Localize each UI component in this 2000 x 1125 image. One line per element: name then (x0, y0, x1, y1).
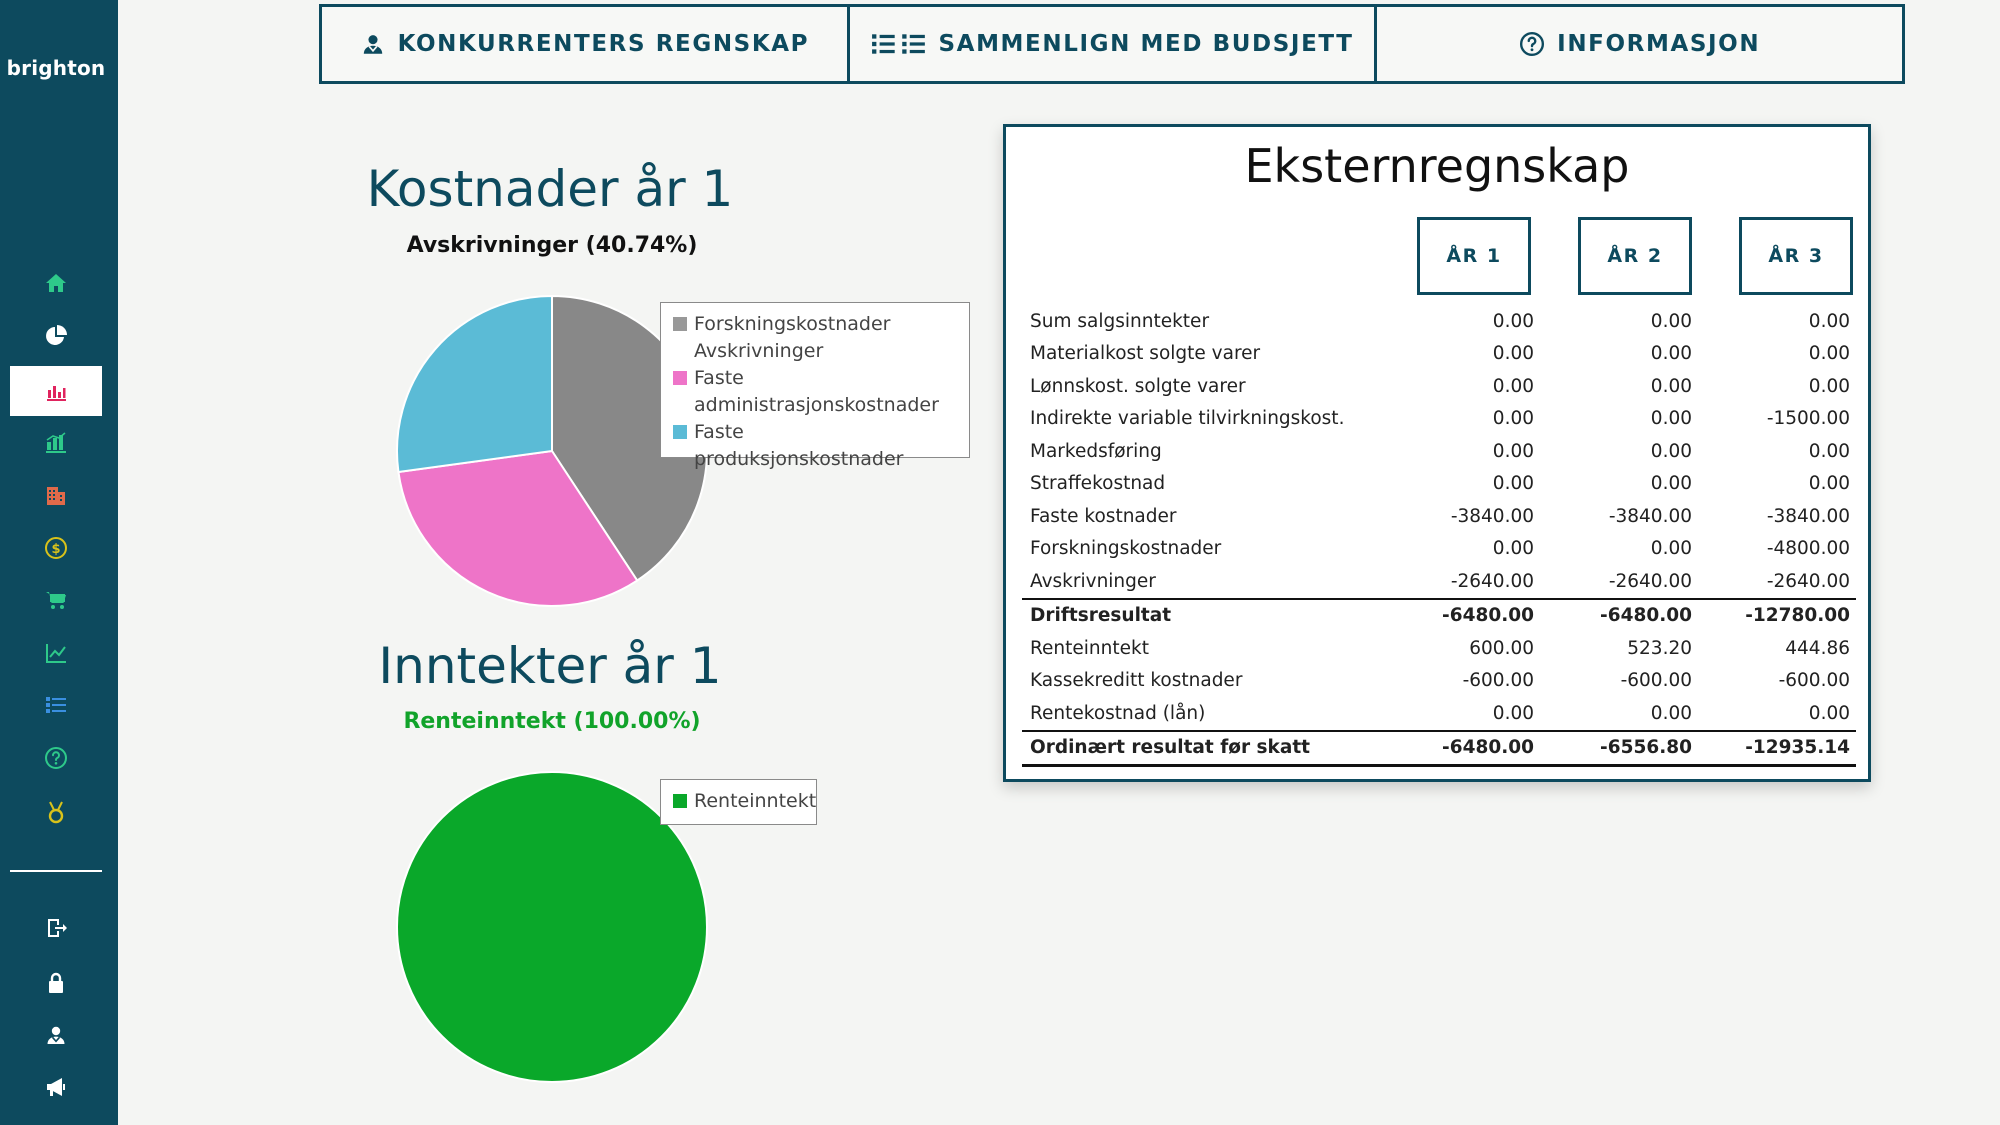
column-chart-icon (44, 431, 68, 455)
row-label: Renteinntekt (1030, 637, 1149, 659)
cell-year-3: 0.00 (1808, 440, 1850, 462)
row-label: Indirekte variable tilvirkningskost. (1030, 408, 1345, 430)
cell-year-3: -12780.00 (1698, 599, 1856, 633)
cell-year-3: -2640.00 (1766, 570, 1850, 592)
tab-informasjon[interactable] (1377, 7, 1902, 81)
year-2-button[interactable]: ÅR 2 (1578, 217, 1692, 295)
tab-label: INFORMASJON (1557, 31, 1761, 57)
row-label: Kassekreditt kostnader (1030, 670, 1243, 692)
brand-logo[interactable]: brighton (6, 56, 106, 80)
legend-swatch (673, 344, 687, 358)
legend-swatch (673, 317, 687, 331)
cell-year-1: 0.00 (1492, 310, 1534, 332)
medal-icon (44, 800, 68, 824)
table-row (1022, 599, 1856, 633)
legend-entry[interactable] (673, 365, 957, 419)
legend-swatch (673, 425, 687, 439)
sidebar-item-building[interactable] (10, 470, 102, 520)
sidebar-item-lock[interactable] (10, 958, 102, 1008)
cell-year-1: 0.00 (1492, 440, 1534, 462)
panel-title: Eksternregnskap (1244, 139, 1630, 193)
row-label: Ordinært resultat før skatt (1022, 731, 1382, 766)
cell-year-2: 0.00 (1650, 473, 1692, 495)
legend-label: Avskrivninger (694, 340, 824, 362)
sidebar-item-cart[interactable] (10, 575, 102, 625)
cell-year-2: 0.00 (1650, 343, 1692, 365)
table-row (1022, 697, 1856, 731)
table-row (1022, 632, 1856, 665)
sidebar-item-bar-chart[interactable] (10, 366, 102, 416)
cell-year-3: 0.00 (1808, 375, 1850, 397)
help-icon (44, 746, 68, 770)
table-row (1022, 731, 1856, 766)
cell-year-2: -600.00 (1620, 670, 1692, 692)
cell-year-2: -6556.80 (1540, 731, 1698, 766)
legend-label: Faste produksjonskostnader (694, 421, 904, 470)
row-label: Straffekostnad (1030, 473, 1166, 495)
cell-year-3: -12935.14 (1698, 731, 1856, 766)
svg-text:$: $ (51, 542, 61, 557)
row-label: Sum salgsinntekter (1030, 310, 1210, 332)
cell-year-1: -3840.00 (1450, 505, 1534, 527)
sidebar-item-dollar-coin[interactable] (10, 523, 102, 573)
cell-year-2: 0.00 (1650, 440, 1692, 462)
cell-year-1: 0.00 (1492, 702, 1534, 724)
cell-year-1: -6480.00 (1382, 731, 1540, 766)
bar-chart-icon (44, 379, 68, 403)
list-icon (44, 693, 68, 717)
megaphone-icon (44, 1075, 68, 1099)
row-label: Driftsresultat (1022, 599, 1382, 633)
legend-label: Renteinntekt (694, 790, 817, 812)
costs-chart-title: Kostnader år 1 (366, 160, 734, 218)
row-label: Materialkost solgte varer (1030, 343, 1261, 365)
cell-year-3: -1500.00 (1766, 408, 1850, 430)
cell-year-2: 0.00 (1650, 310, 1692, 332)
legend-entry[interactable] (673, 788, 817, 815)
cell-year-2: 0.00 (1650, 702, 1692, 724)
pie-chart-icon (44, 324, 68, 348)
legend-swatch (673, 794, 687, 808)
table-row (1022, 305, 1856, 338)
lock-icon (44, 971, 68, 995)
top-tab-bar (319, 4, 1905, 84)
home-icon (44, 271, 68, 295)
sidebar-item-home[interactable] (10, 258, 102, 308)
cell-year-3: -3840.00 (1766, 505, 1850, 527)
row-label: Forskningskostnader (1030, 538, 1222, 560)
table-row (1022, 468, 1856, 501)
cell-year-1: 0.00 (1492, 343, 1534, 365)
building-icon (44, 483, 68, 507)
cell-year-2: 0.00 (1650, 538, 1692, 560)
cell-year-1: -2640.00 (1450, 570, 1534, 592)
logout-icon (44, 916, 68, 940)
row-label: Markedsføring (1030, 440, 1162, 462)
cell-year-2: -2640.00 (1608, 570, 1692, 592)
cell-year-3: 0.00 (1808, 702, 1850, 724)
legend-label: Forskningskostnader (694, 313, 891, 335)
sidebar-item-list[interactable] (10, 680, 102, 730)
cell-year-1: 0.00 (1492, 538, 1534, 560)
tab-konkurrenters-regnskap[interactable] (322, 7, 850, 81)
sidebar-item-user[interactable] (10, 1010, 102, 1060)
cell-year-1: 0.00 (1492, 375, 1534, 397)
sidebar-item-pie-chart[interactable] (10, 311, 102, 361)
users-icon (360, 31, 386, 57)
sidebar-item-help[interactable] (10, 733, 102, 783)
income-chart-title: Inntekter år 1 (378, 637, 722, 695)
help-icon (1519, 31, 1545, 57)
table-row (1022, 403, 1856, 436)
table-row (1022, 533, 1856, 566)
user-icon (44, 1023, 68, 1047)
legend-entry[interactable] (673, 311, 957, 338)
legend-label: Faste administrasjonskostnader (694, 367, 939, 416)
row-label: Rentekostnad (lån) (1030, 702, 1206, 724)
table-row (1022, 370, 1856, 403)
income-chart-legend (660, 779, 817, 825)
list-icon (871, 31, 927, 57)
cell-year-1: -6480.00 (1382, 599, 1540, 633)
year-1-button[interactable]: ÅR 1 (1417, 217, 1531, 295)
sidebar-divider (10, 870, 102, 872)
year-3-button[interactable]: ÅR 3 (1739, 217, 1853, 295)
cell-year-1: 600.00 (1469, 637, 1534, 659)
cell-year-2: 523.20 (1627, 637, 1692, 659)
legend-swatch (673, 371, 687, 385)
table-row (1022, 500, 1856, 533)
line-chart-icon (44, 641, 68, 665)
cell-year-3: -4800.00 (1766, 538, 1850, 560)
sidebar-item-column-chart[interactable] (10, 418, 102, 468)
cell-year-3: -600.00 (1778, 670, 1850, 692)
tab-label: KONKURRENTERS REGNSKAP (397, 31, 810, 57)
row-label: Faste kostnader (1030, 505, 1177, 527)
cell-year-1: 0.00 (1492, 408, 1534, 430)
legend-entry[interactable] (673, 338, 957, 365)
row-label: Avskrivninger (1030, 570, 1156, 592)
table-row (1022, 565, 1856, 599)
eksternregnskap-panel (1003, 124, 1871, 782)
pie-slice-faste-produksjonskostnader[interactable] (397, 296, 552, 472)
cell-year-2: 0.00 (1650, 375, 1692, 397)
cell-year-1: 0.00 (1492, 473, 1534, 495)
sidebar-item-medal[interactable] (10, 787, 102, 837)
income-highlight-label: Renteinntekt (100.00%) (403, 709, 701, 734)
legend-entry[interactable] (673, 419, 957, 473)
sidebar-item-logout[interactable] (10, 903, 102, 953)
cell-year-3: 0.00 (1808, 473, 1850, 495)
row-label: Lønnskost. solgte varer (1030, 375, 1246, 397)
table-row (1022, 665, 1856, 698)
sidebar-item-line-chart[interactable] (10, 628, 102, 678)
cell-year-1: -600.00 (1462, 670, 1534, 692)
costs-highlight-label: Avskrivninger (40.74%) (406, 233, 698, 258)
cell-year-3: 0.00 (1808, 310, 1850, 332)
table-row (1022, 435, 1856, 468)
tab-sammenlign-med-budsjett[interactable] (850, 7, 1378, 81)
cell-year-2: 0.00 (1650, 408, 1692, 430)
financial-statement-table (1022, 305, 1856, 767)
cell-year-2: -6480.00 (1540, 599, 1698, 633)
table-row (1022, 338, 1856, 371)
costs-chart-legend (660, 302, 970, 470)
cart-icon (44, 588, 68, 612)
cell-year-3: 0.00 (1808, 343, 1850, 365)
cell-year-2: -3840.00 (1608, 505, 1692, 527)
cell-year-3: 444.86 (1785, 637, 1850, 659)
sidebar-item-megaphone[interactable] (10, 1062, 102, 1112)
tab-label: SAMMENLIGN MED BUDSJETT (938, 31, 1354, 57)
dollar-coin-icon (44, 536, 68, 560)
sidebar (0, 0, 118, 1125)
